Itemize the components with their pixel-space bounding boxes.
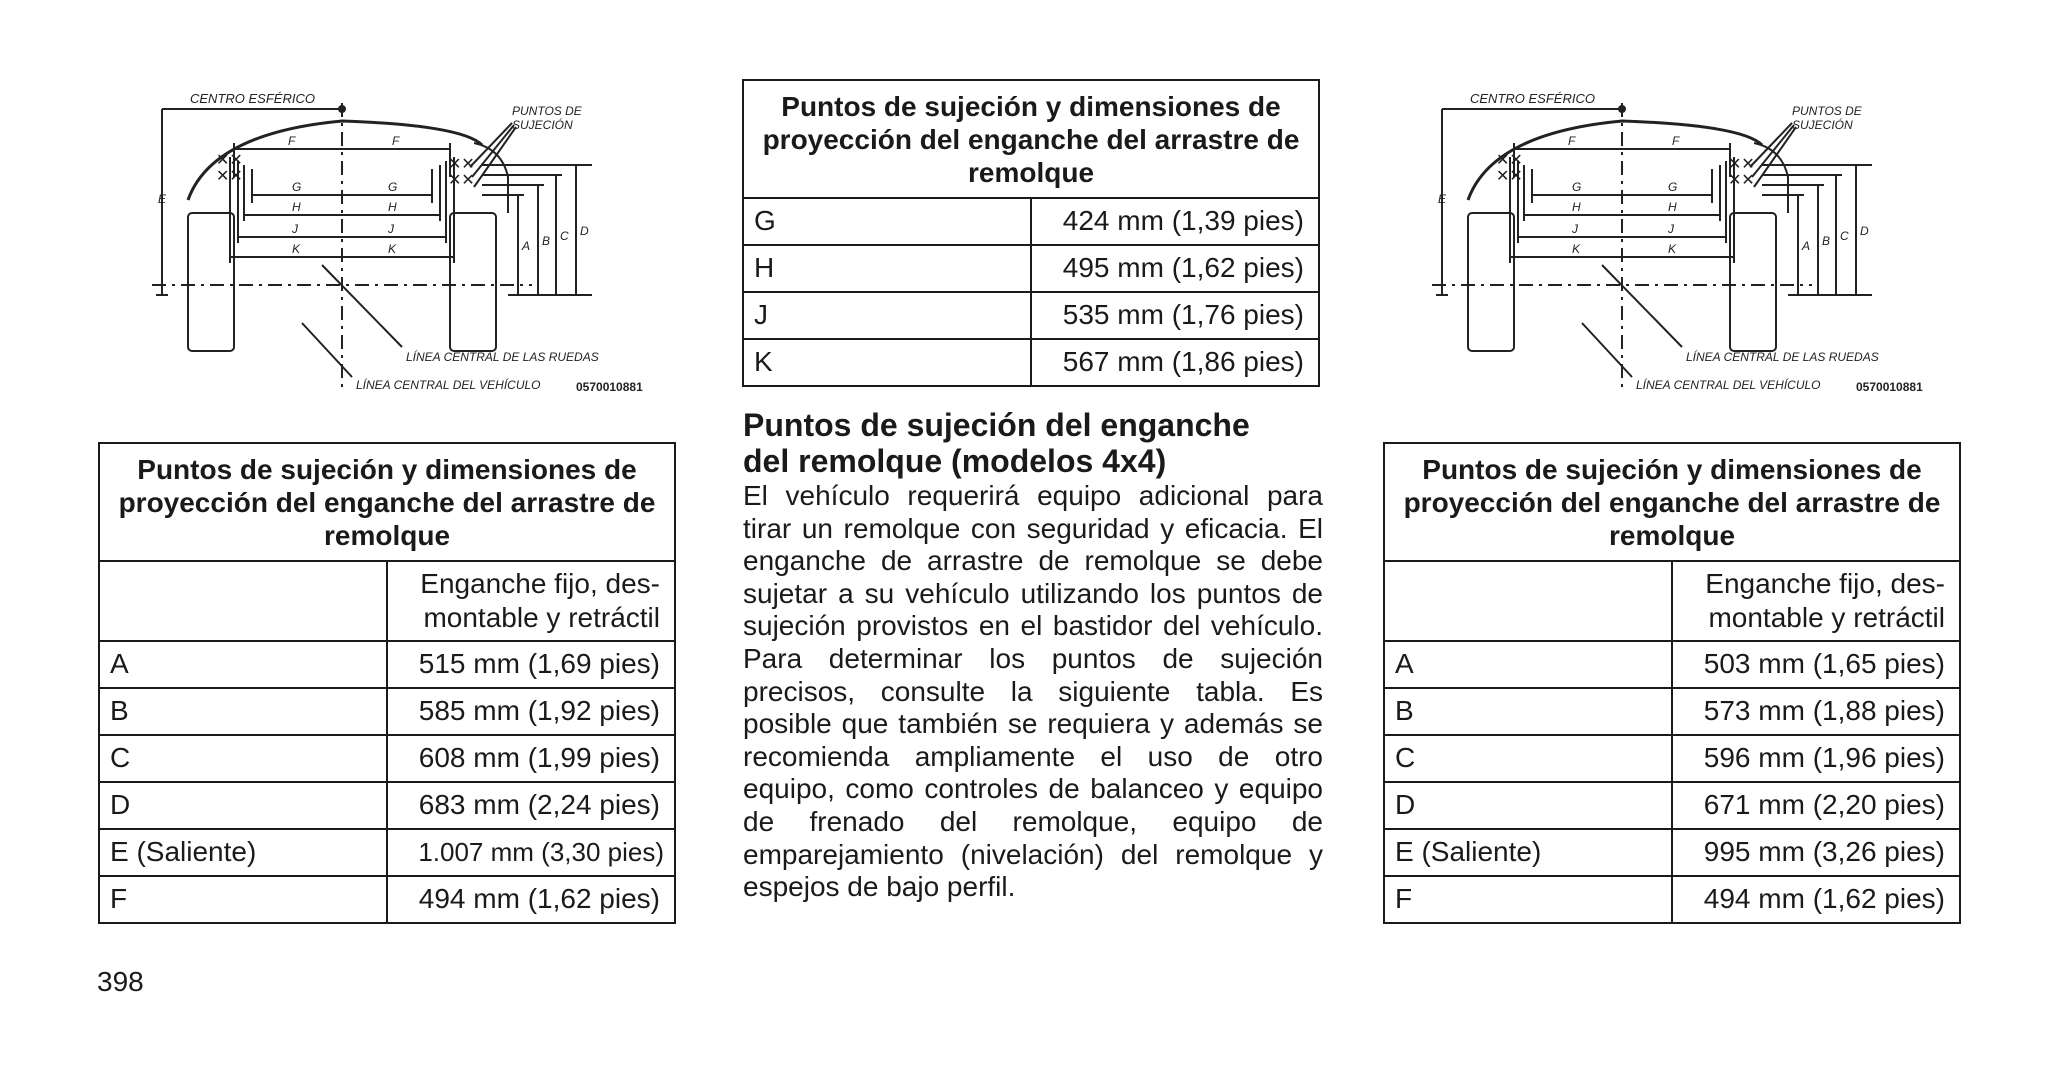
row-value: 515 mm (1,69 pies) <box>387 641 675 688</box>
row-value: 573 mm (1,88 pies) <box>1672 688 1960 735</box>
svg-text:✕✕: ✕✕ <box>448 172 475 189</box>
section-heading-line-1: Puntos de sujeción del enganche <box>743 407 1250 443</box>
row-value: 535 mm (1,76 pies) <box>1031 292 1319 339</box>
ball-center-dot <box>1618 105 1626 113</box>
row-label: H <box>743 245 1031 292</box>
diagram-linea-ruedas: LÍNEA CENTRAL DE LAS RUEDAS <box>1686 350 1879 364</box>
row-value: 585 mm (1,92 pies) <box>387 688 675 735</box>
diagram-centro-label: CENTRO ESFÉRICO <box>190 91 315 106</box>
table-row <box>99 735 675 782</box>
svg-text:✕✕: ✕✕ <box>216 168 243 185</box>
row-label: C <box>99 735 387 782</box>
table-row <box>1384 735 1960 782</box>
left-wheel <box>1468 213 1514 351</box>
pointer-line <box>470 123 512 167</box>
diagram-letter-f-right: F <box>392 134 400 148</box>
diagram-letter-g-left: G <box>1572 180 1582 194</box>
diagram-letter-j-right: J <box>388 222 394 236</box>
diagram-letter-k-right: K <box>388 242 397 256</box>
table-row <box>99 829 675 876</box>
diagram-letter-b: B <box>1822 234 1831 248</box>
diagram-puntos-label-2: SUJECIÓN <box>1792 118 1853 132</box>
svg-text:✕✕: ✕✕ <box>1496 168 1523 185</box>
diagram-letter-h-left: H <box>1572 200 1581 214</box>
row-value: 494 mm (1,62 pies) <box>387 876 675 923</box>
diagram-letter-b: B <box>542 234 551 248</box>
diagram-linea-vehiculo: LÍNEA CENTRAL DEL VEHÍCULO <box>356 378 541 392</box>
table-row <box>99 641 675 688</box>
ball-center-dot <box>338 105 346 113</box>
diagram-letter-k-left: K <box>1572 242 1581 256</box>
diagram-letter-f-left: F <box>1568 134 1576 148</box>
row-label: J <box>743 292 1031 339</box>
middle-hitch-table <box>742 79 1320 387</box>
table-row <box>743 245 1319 292</box>
row-label: A <box>1384 641 1672 688</box>
right-wheel <box>450 213 496 351</box>
row-label: F <box>99 876 387 923</box>
row-value: 1.007 mm (3,30 pies) <box>387 829 675 876</box>
diagram-puntos-label-1: PUNTOS DE <box>1792 104 1862 118</box>
right-hitch-table <box>1383 442 1961 924</box>
right-table-title: Puntos de sujeción y dimensiones de proyección del enganche del arrastre de remolque <box>1384 443 1960 561</box>
diagram-letter-c: C <box>560 229 569 243</box>
table-row <box>99 688 675 735</box>
row-label: D <box>1384 782 1672 829</box>
left-subheader-line-2: montable y retráctil <box>423 602 660 633</box>
page-number: 398 <box>97 966 144 997</box>
diagram-letter-h-right: H <box>1668 200 1677 214</box>
hitch-diagram-svg <box>152 85 672 415</box>
diagram-letter-h-right: H <box>388 200 397 214</box>
diagram-letter-j-right: J <box>1668 222 1674 236</box>
left-wheel <box>188 213 234 351</box>
leader-wheel-line <box>322 265 402 347</box>
diagram-letter-f-right: F <box>1672 134 1680 148</box>
diagram-letter-a: A <box>1802 239 1811 253</box>
diagram-letter-k-left: K <box>292 242 301 256</box>
right-table-subheader <box>1672 561 1960 641</box>
diagram-letter-e: E <box>1438 192 1447 206</box>
table-row <box>1384 641 1960 688</box>
diagram-letter-d: D <box>1860 224 1869 238</box>
table-row <box>743 292 1319 339</box>
row-value: 495 mm (1,62 pies) <box>1031 245 1319 292</box>
hitch-diagram-left <box>152 85 672 415</box>
table-row <box>99 876 675 923</box>
diagram-letter-g-right: G <box>1668 180 1678 194</box>
row-value: 671 mm (2,20 pies) <box>1672 782 1960 829</box>
row-value: 503 mm (1,65 pies) <box>1672 641 1960 688</box>
row-value: 567 mm (1,86 pies) <box>1031 339 1319 386</box>
row-label: D <box>99 782 387 829</box>
leader-vehicle-line <box>302 323 352 377</box>
left-table-empty-cell <box>99 561 387 641</box>
section-heading-line-2: del remolque (modelos 4x4) <box>743 443 1167 479</box>
hitch-diagram-svg <box>1432 85 1952 415</box>
diagram-linea-ruedas: LÍNEA CENTRAL DE LAS RUEDAS <box>406 350 599 364</box>
table-row <box>1384 688 1960 735</box>
attach-point-icon: ✕✕ <box>216 152 243 169</box>
diagram-letter-g-left: G <box>292 180 302 194</box>
row-label: E (Saliente) <box>99 829 387 876</box>
leader-wheel-line <box>1602 265 1682 347</box>
row-label: G <box>743 198 1031 245</box>
svg-text:✕✕: ✕✕ <box>1728 172 1755 189</box>
row-value: 608 mm (1,99 pies) <box>387 735 675 782</box>
diagram-linea-vehiculo: LÍNEA CENTRAL DEL VEHÍCULO <box>1636 378 1821 392</box>
left-table-subheader <box>387 561 675 641</box>
hitch-diagram-right <box>1432 85 1952 415</box>
diagram-figure-code: 0570010881 <box>1856 380 1923 394</box>
row-value: 995 mm (3,26 pies) <box>1672 829 1960 876</box>
diagram-letter-c: C <box>1840 229 1849 243</box>
svg-text:✕✕: ✕✕ <box>448 156 475 173</box>
leader-vehicle-line <box>1582 323 1632 377</box>
row-value: 424 mm (1,39 pies) <box>1031 198 1319 245</box>
diagram-letter-e: E <box>158 192 167 206</box>
diagram-letter-j-left: J <box>1572 222 1578 236</box>
diagram-letter-h-left: H <box>292 200 301 214</box>
row-label: B <box>1384 688 1672 735</box>
row-value: 683 mm (2,24 pies) <box>387 782 675 829</box>
row-label: E (Saliente) <box>1384 829 1672 876</box>
table-row <box>743 198 1319 245</box>
diagram-letter-k-right: K <box>1668 242 1677 256</box>
right-wheel <box>1730 213 1776 351</box>
diagram-letter-j-left: J <box>292 222 298 236</box>
left-table-title: Puntos de sujeción y dimensiones de proyección del enganche del arrastre de remolque <box>99 443 675 561</box>
svg-text:✕✕: ✕✕ <box>1728 156 1755 173</box>
diagram-puntos-label-1: PUNTOS DE <box>512 104 582 118</box>
table-row <box>1384 782 1960 829</box>
table-row <box>1384 876 1960 923</box>
diagram-puntos-label-2: SUJECIÓN <box>512 118 573 132</box>
attach-point-icon: ✕✕ <box>1496 152 1523 169</box>
diagram-letter-f-left: F <box>288 134 296 148</box>
diagram-figure-code: 0570010881 <box>576 380 643 394</box>
table-row <box>1384 829 1960 876</box>
diagram-letter-g-right: G <box>388 180 398 194</box>
table-row <box>99 782 675 829</box>
left-hitch-table <box>98 442 676 924</box>
right-subheader-line-2: montable y retráctil <box>1708 602 1945 633</box>
row-label: K <box>743 339 1031 386</box>
left-subheader-line-1: Enganche fijo, des- <box>420 568 660 599</box>
row-value: 596 mm (1,96 pies) <box>1672 735 1960 782</box>
table-row <box>743 339 1319 386</box>
section-heading <box>743 407 1323 479</box>
row-label: C <box>1384 735 1672 782</box>
right-table-empty-cell <box>1384 561 1672 641</box>
middle-table-title: Puntos de sujeción y dimensiones de proyección del enganche del arrastre de remolque <box>743 80 1319 198</box>
pointer-line <box>1750 123 1792 167</box>
row-label: F <box>1384 876 1672 923</box>
diagram-letter-a: A <box>522 239 531 253</box>
section-body: El vehículo requerirá equipo adicional para tirar un remolque con seguridad y eficacia. El enganche de arrastre de remolque se debe sujetar a su vehículo utilizando los puntos de sujeción provistos en el bastidor del vehículo. Para determinar los puntos de sujeción precisos, consulte la siguiente tabla. Es posible que también se requiera y además se recomienda ampliamente el uso de otro equipo, como controles de balanceo y equipo de frenado del remolque, equipo de emparejamiento (nivelación) del remolque y espejos de bajo perfil. <box>743 480 1323 903</box>
row-label: B <box>99 688 387 735</box>
diagram-letter-d: D <box>580 224 589 238</box>
row-value: 494 mm (1,62 pies) <box>1672 876 1960 923</box>
diagram-centro-label: CENTRO ESFÉRICO <box>1470 91 1595 106</box>
row-label: A <box>99 641 387 688</box>
right-subheader-line-1: Enganche fijo, des- <box>1705 568 1945 599</box>
